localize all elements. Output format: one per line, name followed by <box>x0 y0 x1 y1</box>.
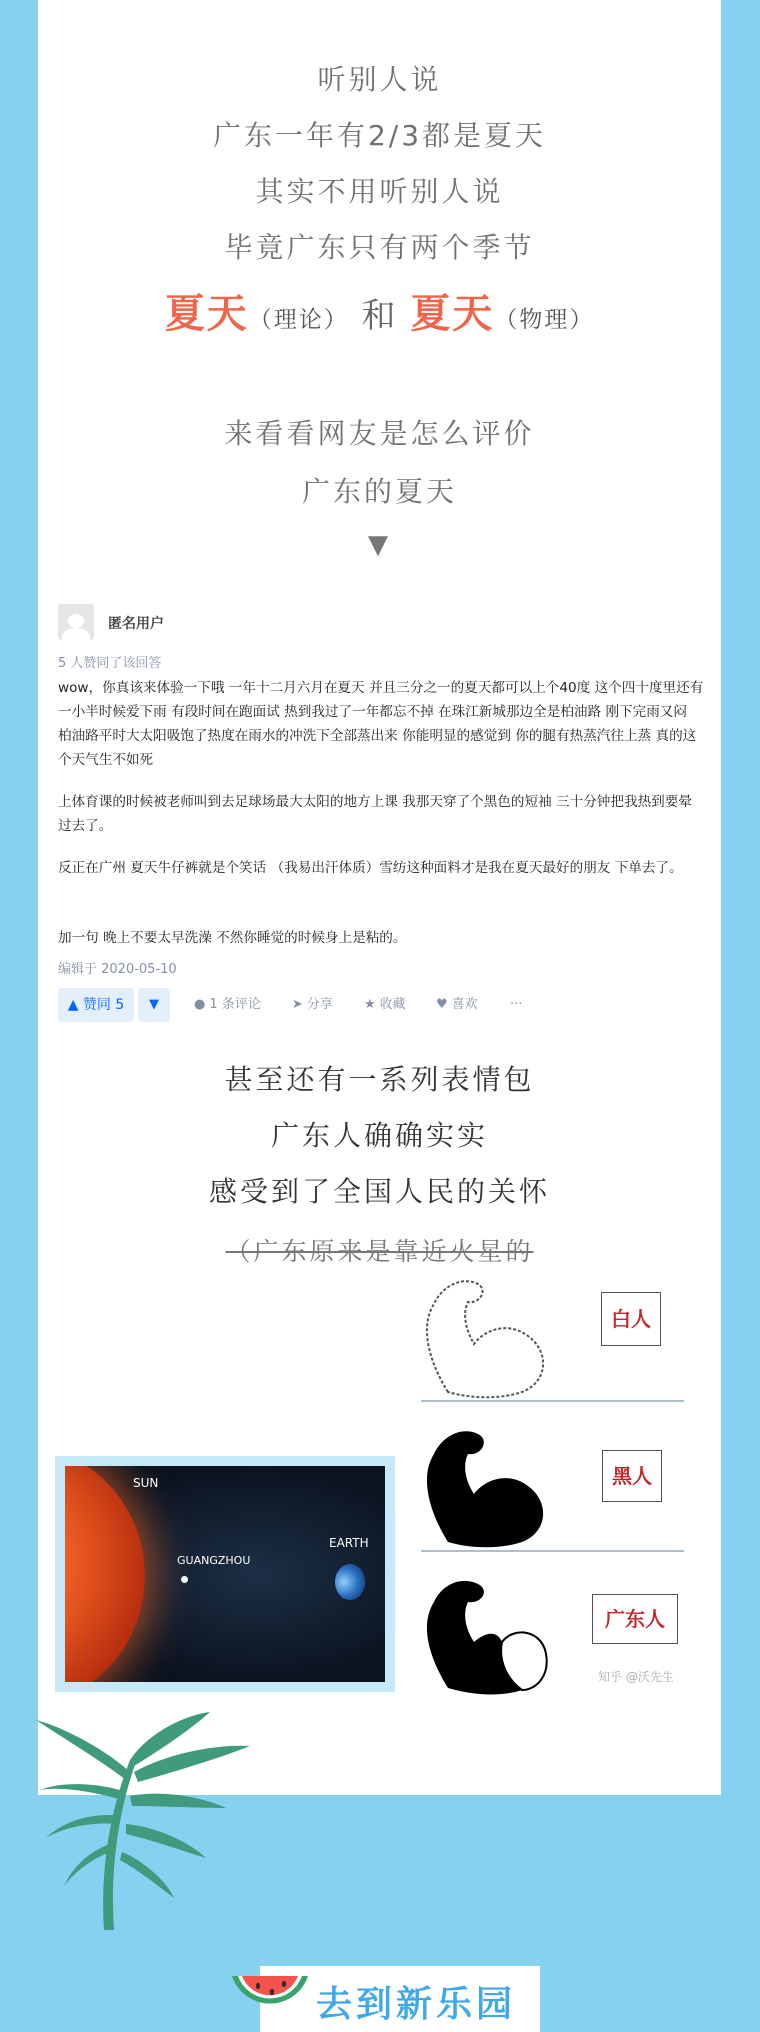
season-physics: 夏天 <box>410 291 495 337</box>
zhihu-watermark: 知乎 @沃先生 <box>598 1670 674 1684</box>
outro-line-4: （广东原来是靠近火星的 <box>225 1237 534 1266</box>
comment-icon: ● <box>194 997 206 1012</box>
space-scene <box>65 1466 385 1682</box>
and-word: 和 <box>361 296 398 336</box>
half-black-bicep-icon <box>418 1572 558 1696</box>
palm-leaf-icon <box>30 1700 260 1930</box>
share-button[interactable] <box>292 988 333 1022</box>
earth-label: EARTH <box>329 1536 369 1550</box>
vote-up-button[interactable]: ▲ 赞同 5 <box>58 988 134 1022</box>
share-label: 分享 <box>306 997 333 1012</box>
label-cantonese: 广东人 <box>592 1594 678 1644</box>
season-theory: 夏天 <box>164 291 249 337</box>
intro-line-7: 广东的夏天 <box>301 475 457 508</box>
watermelon-icon <box>228 1970 312 2032</box>
intro-line-4: 毕竟广东只有两个季节 <box>224 231 535 264</box>
like-label: 喜欢 <box>451 997 478 1012</box>
answer-paragraph-2: 上体育课的时候被老师叫到去足球场最大太阳的地方上课 我那天穿了个黑色的短袖 三十分钟把我热到要晕过去了。 <box>58 794 692 834</box>
more-button[interactable]: ··· <box>510 997 523 1012</box>
answer-paragraph-1: wow，你真该来体验一下哦 一年十二月六月在夏天 并且三分之一的夏天都可以上个40度 这个四十度里还有一小半时候爱下雨 有段时间在跑面试 热到我过了一年都忘不掉 在珠江新城那边全是柏油路 刚下完雨又闷 柏油路平时大太阳吸饱了热度在雨水的冲洗下全部蒸出来 你能明显的感觉到 你的腿有热蒸汽往上蒸 真的这个天气生不如死 <box>58 680 704 768</box>
meme-divider-2 <box>421 1550 684 1552</box>
intro-line-1: 听别人说 <box>317 63 442 96</box>
down-arrow-icon: ▼ <box>368 530 391 560</box>
like-button[interactable] <box>436 988 478 1022</box>
footer-banner[interactable] <box>260 1966 540 2032</box>
action-bar <box>58 988 704 1022</box>
answer-paragraph-4: 加一句 晚上不要太早洗澡 不然你睡觉的时候身上是粘的。 <box>58 930 407 946</box>
sun-graphic <box>65 1466 145 1682</box>
answer-paragraph-3: 反正在广州 夏天牛仔裤就是个笑话 （我易出汗体质）雪纺这种面料才是我在夏天最好的朋友 下单去了。 <box>58 860 683 876</box>
heart-icon: ♥ <box>436 997 448 1012</box>
guangzhou-label: GUANGZHOU <box>177 1554 251 1567</box>
space-photo <box>55 1456 395 1692</box>
footer-text: 去到新乐园 <box>316 1984 517 2025</box>
intro-line-3: 其实不用听别人说 <box>255 175 504 208</box>
favorite-label: 收藏 <box>379 997 406 1012</box>
comment-button[interactable] <box>194 988 261 1022</box>
edited-date: 编辑于 2020-05-10 <box>58 962 177 977</box>
agree-count: 5 人赞同了该回答 <box>58 656 162 671</box>
comment-label: 1 条评论 <box>209 997 261 1012</box>
username[interactable]: 匿名用户 <box>108 616 164 632</box>
label-black: 黑人 <box>602 1450 662 1502</box>
earth-graphic <box>335 1564 365 1600</box>
outro-line-3: 感受到了全国人民的关怀 <box>208 1175 550 1208</box>
intro-line-6: 来看看网友是怎么评价 <box>224 417 535 450</box>
outline-bicep-icon <box>418 1270 558 1400</box>
favorite-button[interactable] <box>364 988 406 1022</box>
outro-line-2: 广东人确确实实 <box>270 1119 488 1152</box>
label-white: 白人 <box>601 1292 661 1346</box>
black-bicep-icon <box>418 1422 558 1550</box>
avatar[interactable] <box>58 604 94 640</box>
intro-line-2: 广东一年有2/3都是夏天 <box>212 119 547 152</box>
season-physics-note: （物理） <box>494 307 595 333</box>
two-seasons-line <box>38 282 721 339</box>
outro-line-1: 甚至还有一系列表情包 <box>224 1063 535 1096</box>
season-theory-note: （理论） <box>248 307 349 333</box>
sun-label: SUN <box>133 1476 159 1490</box>
star-icon: ★ <box>364 997 376 1012</box>
vote-down-button[interactable]: ▼ <box>138 988 170 1022</box>
guangzhou-dot <box>181 1576 188 1583</box>
article-card <box>38 0 721 1795</box>
meme-divider-1 <box>421 1400 684 1402</box>
share-icon: ➤ <box>292 997 303 1012</box>
